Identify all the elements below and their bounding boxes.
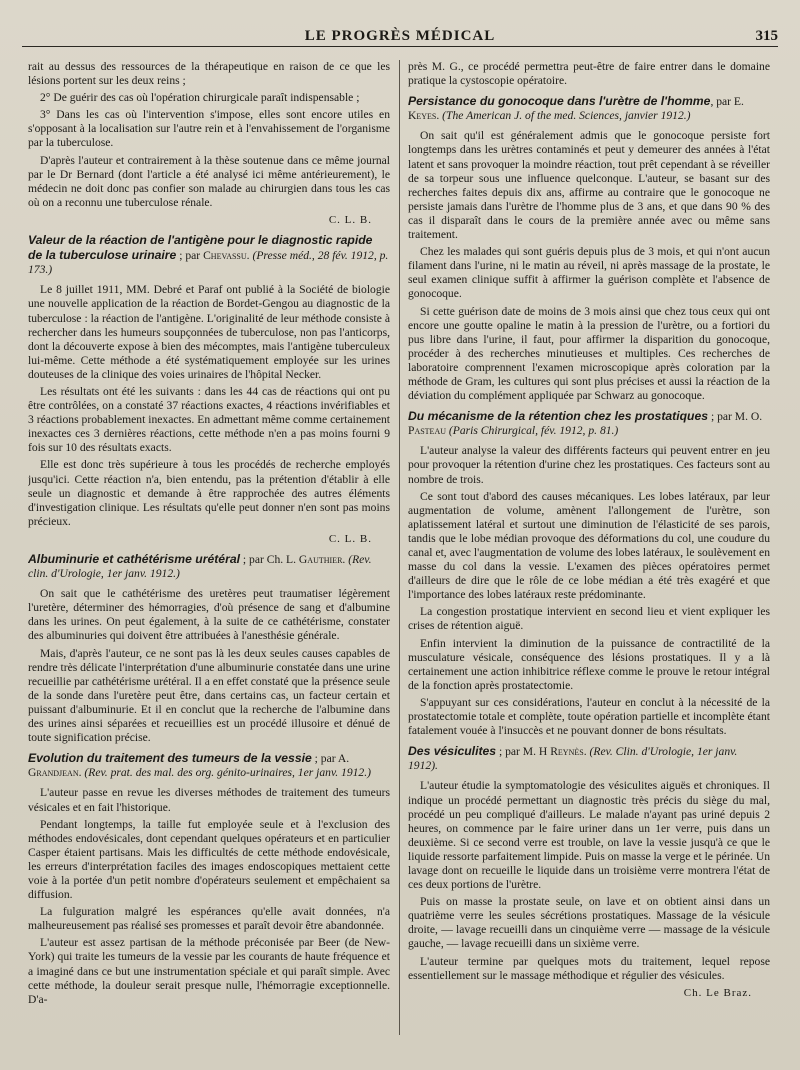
- paragraph: Enfin intervient la diminution de la puissance de contractilité de la musculature vésicale, conséquence des lésions prostatiques. Il y a là certainement une action inhibitrice réflexe comme le prouve le retour intégral de la fonction après prostatectomie.: [408, 636, 770, 692]
- signature: C. L. B.: [328, 213, 372, 226]
- article-heading: [408, 94, 770, 123]
- paragraph: L'auteur est assez partisan de la méthode préconisée par Beer (de New-York) qui traite les tumeurs de la vessie par les courants de haute fréquence et a imaginé dans ce but une instrumentation spéciale et qui paraît simple. Avec cette méthode, la douleur serait presque nulle, l'hémorragie exceptionnelle. D'a-: [28, 936, 390, 1006]
- paragraph: S'appuyant sur ces considérations, l'auteur en conclut à la nécessité de la prostatectomie totale et complète, toute opération partielle et incomplète étant fatalement vouée à l'insuccès et ne pouvant donner de bons résultats.: [408, 695, 770, 738]
- article-title: Evolution du traitement des tumeurs de la vessie: [28, 751, 312, 766]
- left-column: [28, 60, 390, 1050]
- author-name: Keyes.: [408, 109, 440, 123]
- author-name: Chevassu.: [203, 249, 250, 263]
- paragraph: Elle est donc très supérieure à tous les procédés de recherche employés jusqu'ici. Cette réaction n'a, bien entendu, pas la prétention d'établir à elle seule un diagnostic et demande à être rapprochée des autres éléments d'investigation clinique. Les résultats qu'elle peut donner n'en sont pas moins précieux.: [28, 458, 390, 528]
- paragraph: L'auteur analyse la valeur des différents facteurs qui peuvent entrer en jeu pour provoquer la rétention d'urine chez les prostatiques. Ces facteurs sont au nombre de trois.: [408, 444, 770, 486]
- byline: ; par A.: [311, 752, 350, 766]
- article-heading: [408, 744, 770, 773]
- signature: Ch. Le Braz.: [683, 986, 752, 999]
- byline: ; par Ch.: [240, 553, 287, 566]
- paragraph: Le 8 juillet 1911, MM. Debré et Paraf ont publié à la Société de biologie une nouvelle application de la réaction de Bordet-Gengou au diagnostic de la tuberculose : la réaction de l'antigène. L'originalité de leur méthode consiste à rechercher dans les humeurs soupçonnées de tuberculose, non pas l'anticorps, dont la découverte expose à bien des mécomptes, mais l'antigène tuberculeux lui-même. Cette méthode a été systématiquement employée sur les urines douteuses de la clinique des voies urinaires de l'hôpital Necker.: [28, 283, 390, 381]
- author-name: Grandjean.: [28, 766, 82, 780]
- author-name: Reynès.: [550, 745, 587, 759]
- paragraph: L'auteur étudie la symptomatologie des vésiculites aiguës et chroniques. Il indique un procédé permettant un diagnostic très précis du siège du mal, procédé un peu compliqué d'ailleurs. Le malade n'ayant pas uriné depuis 2 heures, on commence par le faire uriner dans un 1er verre, puis dans un deuxième. Si ce second verre est trouble, on lave la vessie jusqu'à ce que le liquide ressorte parfaitement limpide. Puis on masse la verge et le périnée. Un lavage dont on recueille le liquide dans un troisième verre montrera l'état de ces deux portions de l'urètre.: [408, 779, 770, 892]
- paragraph: 2° De guérir des cas où l'opération chirurgicale paraît indispensable ;: [40, 91, 360, 105]
- paragraph: Les résultats ont été les suivants : dans les 44 cas de réactions qui ont pu être contrôlées, on a constaté 37 réactions exactes, 4 réactions invérifiables et 3 réactions probablement inexactes. En admettant même comme certainement inexactes ces 3 dernières réactions, cette méthode n'en a pas moins fourni 9 fois sur 10 des résultats exacts.: [28, 384, 390, 455]
- paragraph: L'auteur termine par quelques mots du traitement, lequel repose essentiellement sur le massage méthodique et régulier des vésicules.: [408, 954, 770, 982]
- article-title: Albuminurie et cathétérisme urétéral: [28, 552, 240, 566]
- article-title: Du mécanisme de la rétention chez les prostatiques: [408, 409, 709, 424]
- citation: (Presse méd., 28 fév. 1912, p. 173.): [28, 249, 389, 277]
- author-name: L. Gauthier.: [286, 553, 346, 566]
- citation: (Paris Chirurgical, fév. 1912, p. 81.): [446, 424, 619, 438]
- paragraph: Chez les malades qui sont guéris depuis plus de 3 mois, et qui n'ont aucun filament dans l'urine, ni le matin au réveil, ni après massage de la prostate, le seul examen clinique suffit à affirmer la guérison complète et l'absence de gonocoque.: [408, 245, 770, 301]
- signature: C. L. B.: [328, 532, 372, 545]
- article-title: Valeur de la réaction de l'antigène pour le diagnostic rapide de la tuberculose urinaire: [28, 233, 373, 263]
- byline: ; par: [176, 249, 204, 263]
- paragraph: Ce sont tout d'abord des causes mécaniques. Les lobes latéraux, par leur augmentation de volume, amènent l'allongement de l'urètre, son aplatissement latéral et surtout une diminution de l'élasticité de ses parois, tandis que le lobe médian provoque des déformations du col, une coudure du canal et, avec l'augmentation de volume des lobes latéraux, le soulèvement en masse du col dans la vessie. L'examen des pièces opératoires permet d'ailleurs de dire que le rôle de ce lobe médian a été très exagéré et que l'importance des lobes latéraux reste prédominante.: [408, 489, 770, 602]
- article-heading: [408, 409, 770, 438]
- citation: (Rev. prat. des mal. des org. génito-urinaires, 1er janv. 1912.): [81, 766, 371, 780]
- citation: (Rev. clin. d'Urologie, 1er janv. 1912.): [28, 553, 372, 581]
- paragraph: La congestion prostatique intervient en second lieu et vient expliquer les crises de rétention aiguë.: [408, 605, 770, 633]
- byline: ; par M. H: [496, 745, 551, 759]
- citation: (The American J. of the med. Sciences, janvier 1912.): [439, 109, 691, 123]
- article-title: Persistance du gonocoque dans l'urètre de l'homme: [408, 94, 711, 109]
- byline: ; par M. O.: [708, 410, 763, 424]
- paragraph: D'après l'auteur et contrairement à la thèse soutenue dans ce même journal par le Dr Bernard (dont l'article a été analysé ici même antérieurement), le médecin ne doit donc pas confier son malade au chirurgien dans tous les cas où on a reconnu une tuberculose rénale.: [28, 153, 390, 209]
- paragraph: rait au dessus des ressources de la thérapeutique en raison de ce que les lésions portent sur les deux reins ;: [28, 60, 390, 88]
- paragraph: Pendant longtemps, la taille fut employée seule et à l'exclusion des méthodes endovésicales, dont cependant quelques opérateurs et en particulier Casper étaient partisans. Mais les difficultés de cette méthode endovésicale, les erreurs d'interprétation faciles des images endoscopiques mettaient cette voie à la portée d'un petit nombre d'opérateurs seulement et empêchaient sa diffusion.: [28, 817, 390, 902]
- right-column: [408, 60, 770, 1050]
- article-heading: [28, 751, 390, 780]
- running-title: LE PROGRÈS MÉDICAL: [304, 28, 496, 44]
- paragraph: L'auteur passe en revue les diverses méthodes de traitement des tumeurs vésicales et en fait l'historique.: [28, 786, 390, 814]
- paragraph: La fulguration malgré les espérances qu'elle avait données, n'a malheureusement pas réalisé ses promesses et paraît devoir être abandonnée.: [28, 905, 390, 933]
- paragraph: Si cette guérison date de moins de 3 mois ainsi que chez tous ceux qui ont encore une goutte opaline le matin à la pression de l'urètre, ou a fortiori du pus libre dans l'urine, il faut, pour affirmer la disparition du gonocoque, procéder à des recherches minutieuses et multiples. Ces recherches de laboratoire comprennent l'examen microscopique après coloration par la méthode de Gram, les cultures qui sont plus précises et aussi la réaction de la déviation du complément appliquée par Schwarz au gonocoque.: [408, 304, 770, 403]
- paragraph: Mais, d'après l'auteur, ce ne sont pas là les deux seules causes capables de rendre très délicate l'interprétation d'une albuminurie constatée dans une urine recueillie par cathétérisme urétéral. Il a en effet constaté que la présence seule de la sonde dans l'uretère peut être, dans certains cas, un facteur certain et puissant d'albuminurie. Et il en conclut que la recherche de l'albumine dans des urines ainsi séparées et recueillies est un procédé illusoire et dénué de toute signification précise.: [28, 646, 390, 745]
- article-title: Des vésiculites: [408, 744, 497, 759]
- citation: (Rev. Clin. d'Urologie, 1er janv. 1912).: [408, 745, 738, 773]
- page-header: [22, 24, 778, 48]
- page-number: 315: [755, 28, 778, 44]
- column-separator: [399, 60, 400, 1035]
- article-heading: [28, 233, 390, 277]
- paragraph: près M. G., ce procédé permettra peut-être de faire entrer dans le domaine pratique la cystoscopie opératoire.: [408, 60, 770, 88]
- byline: , par E.: [710, 95, 744, 109]
- author-name: Pasteau: [408, 424, 447, 438]
- paragraph: 3° Dans les cas où l'intervention s'impose, elles sont encore utiles en s'opposant à la localisation sur l'autre rein et à l'envahissement de l'organisme par la tuberculose.: [28, 108, 390, 150]
- paragraph: Puis on masse la prostate seule, on lave et on obtient ainsi dans un quatrième verre les seules sécrétions prostatiques. Massage de la vésicule droite, — lavage recueilli dans un cinquième verre — massage de la vésicule gauche, — lavage recueilli dans un sixième verre.: [408, 895, 770, 951]
- header-rule: [22, 46, 778, 47]
- paragraph: On sait qu'il est généralement admis que le gonocoque persiste fort longtemps dans les urètres contaminés et peut y demeurer des années à l'état latent et sans provoquer la moindre réaction, tout prêt cependant à se réveiller de sa torpeur sous une influence quelconque. L'auteur, se basant sur des recherches faites depuis dix ans, affirme au contraire que le gonocoque ne persiste jamais dans l'urètre de l'homme plus de 3 ans, et que dans 90 % des cas il disparaît dans le cours de la première année avec ou même sans traitement.: [408, 129, 770, 242]
- article-heading: [28, 552, 390, 581]
- paragraph: On sait que le cathétérisme des uretères peut traumatiser légèrement l'uretère, déterminer des hémorragies, d'où présence de sang et d'albumine dans les urines. On peut également, à la suite de ce cathétérisme, constater des albuminuries qui doivent être attribuées à l'anesthésie générale.: [28, 587, 390, 643]
